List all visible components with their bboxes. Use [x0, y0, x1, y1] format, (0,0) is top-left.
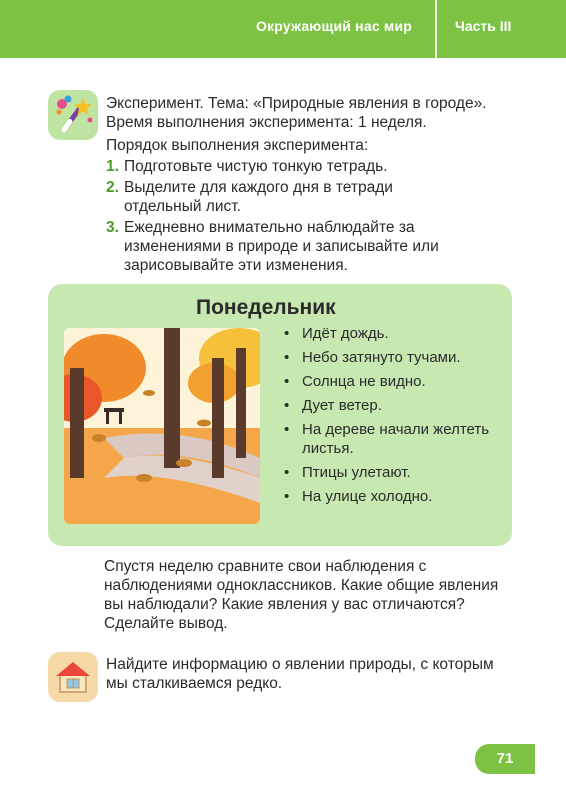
- step-number: 3.: [106, 219, 119, 236]
- page-header: [0, 0, 566, 58]
- step-item: [106, 218, 466, 275]
- step-item: [106, 178, 466, 216]
- experiment-intro: Эксперимент. Тема: «Природные явления в городе». Время выполнения эксперимента: 1 неделя.: [106, 95, 487, 131]
- procedure-title: Порядок выполнения эксперимента:: [106, 137, 369, 154]
- procedure-steps: [106, 157, 466, 277]
- house-icon: [48, 652, 98, 702]
- observation-item: • Солнца не видно.: [284, 372, 504, 391]
- observation-item: • Идёт дождь.: [284, 324, 504, 343]
- monday-panel: [48, 284, 512, 546]
- monday-observations: [284, 324, 504, 511]
- step-text: Ежедневно внимательно наблюдайте за изменениями в природе и записывайте или зарисовывайте эти изменения.: [124, 219, 439, 274]
- research-task: Найдите информацию о явлении природы, с которым мы сталкиваемся редко.: [106, 656, 494, 692]
- part-label: Часть III: [455, 18, 512, 34]
- subject-title: Окружающий нас мир: [256, 18, 413, 34]
- observation-item: • Птицы улетают.: [284, 463, 504, 482]
- page-number: 71: [475, 744, 535, 774]
- step-item: [106, 157, 466, 176]
- magic-wand-icon: [48, 90, 98, 140]
- observation-item: • На дереве начали желтеть листья.: [284, 420, 504, 458]
- step-number: 2.: [106, 179, 119, 196]
- step-text: Подготовьте чистую тонкую тетрадь.: [124, 158, 388, 175]
- observation-item: • На улице холодно.: [284, 487, 504, 506]
- header-divider: [435, 0, 437, 58]
- observation-item: • Дует ветер.: [284, 396, 504, 415]
- step-text: Выделите для каждого дня в тетради отдельный лист.: [124, 179, 393, 215]
- observation-item: • Небо затянуто тучами.: [284, 348, 504, 367]
- step-number: 1.: [106, 158, 119, 175]
- autumn-park-illustration: [64, 328, 260, 524]
- monday-title: Понедельник: [196, 296, 336, 319]
- compare-paragraph: Спустя неделю сравните свои наблюдения с наблюдениями одноклассников. Какие общие явления вы наблюдали? Какие явления у вас отличаются? Сделайте вывод.: [104, 558, 499, 632]
